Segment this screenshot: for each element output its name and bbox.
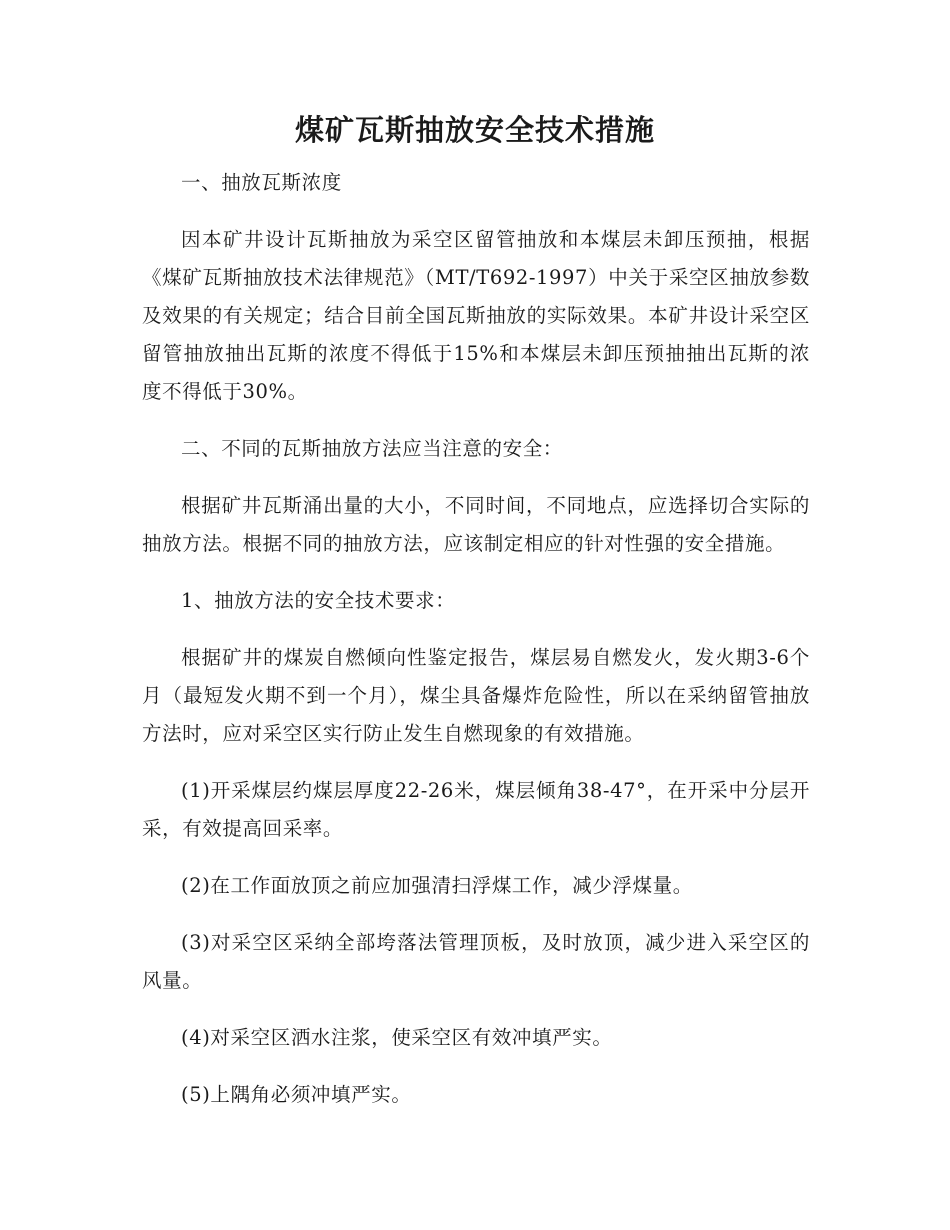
list-item-2: (2)在工作面放顶之前应加强清扫浮煤工作，减少浮煤量。 [181, 874, 693, 897]
paragraph-method-selection: 根据矿井瓦斯涌出量的大小，不同时间，不同地点，应选择切合实际的抽放方法。根据不同的抽放方法，应该制定相应的针对性强的安全措施。 [142, 494, 810, 555]
list-item-3: (3)对采空区采纳全部垮落法管理顶板，及时放顶，减少进入采空区的风量。 [142, 931, 810, 992]
subsection-heading-requirements: 1、抽放方法的安全技术要求： [181, 589, 456, 612]
section-heading-safety: 二、不同的瓦斯抽放方法应当注意的安全： [181, 437, 563, 460]
list-item-4: (4)对采空区洒水注浆，使采空区有效冲填严实。 [181, 1026, 613, 1049]
list-item-1: (1)开采煤层约煤层厚度22-26米，煤层倾角38-47°，在开采中分层开采，有效提高回采率。 [142, 779, 810, 840]
section-heading-concentration: 一、抽放瓦斯浓度 [181, 171, 342, 194]
document-title: 煤矿瓦斯抽放安全技术措施 [294, 113, 655, 147]
paragraph-spontaneous-combustion: 根据矿井的煤炭自燃倾向性鉴定报告，煤层易自燃发火，发火期3-6个月（最短发火期不到一个月），煤尘具备爆炸危险性，所以在采纳留管抽放方法时，应对采空区实行防止发生自燃现象的有效措施。 [142, 646, 810, 745]
paragraph-concentration-detail: 因本矿井设计瓦斯抽放为采空区留管抽放和本煤层未卸压预抽，根据《煤矿瓦斯抽放技术法律规范》（MT/T692-1997）中关于采空区抽放参数及效果的有关规定；结合目前全国瓦斯抽放的实际效果。本矿井设计采空区留管抽放抽出瓦斯的浓度不得低于15%和本煤层未卸压预抽抽出瓦斯的浓度不得低于30%。 [142, 228, 810, 403]
document-body [142, 164, 810, 1133]
list-item-5: (5)上隅角必须冲填严实。 [181, 1083, 412, 1106]
